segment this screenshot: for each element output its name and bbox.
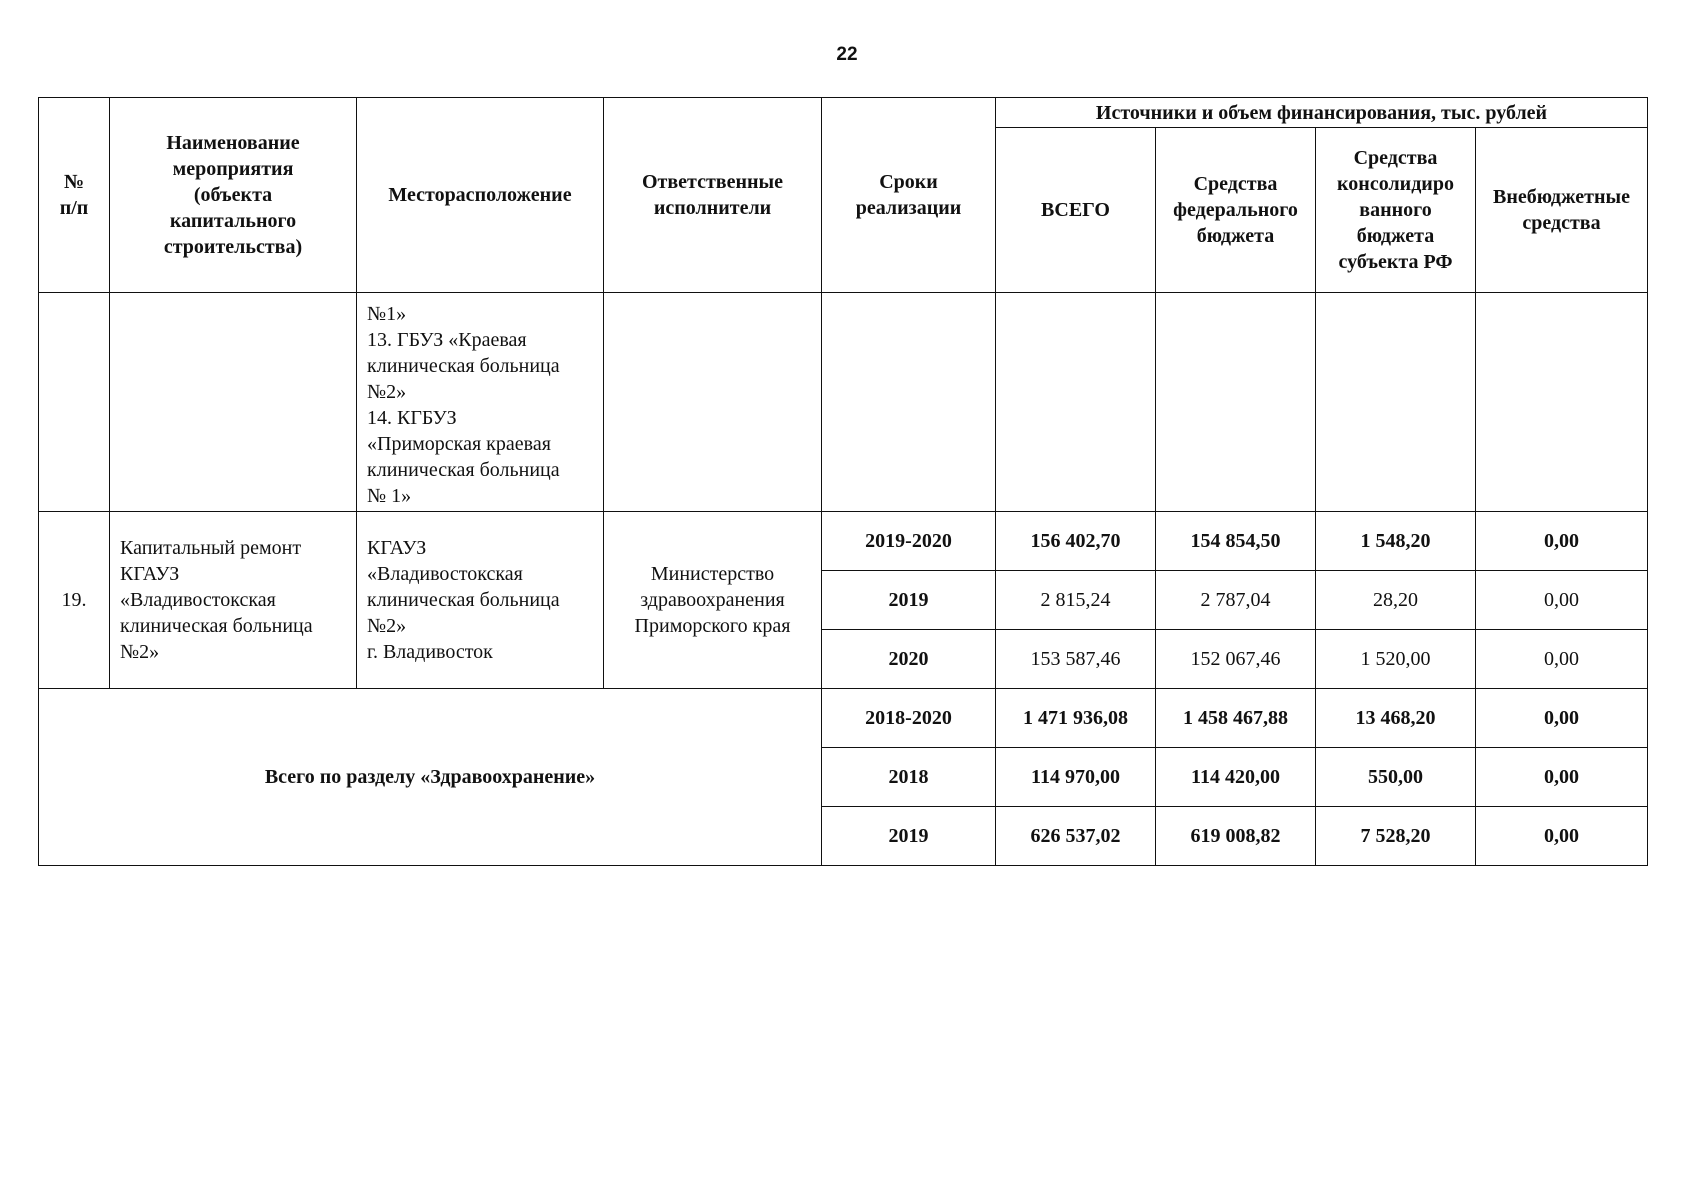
total-cell: 114 970,00	[996, 748, 1156, 807]
extra-cell: 0,00	[1476, 571, 1648, 630]
period-cell: 2019-2020	[822, 512, 996, 571]
total-cell: 156 402,70	[996, 512, 1156, 571]
item-responsible: Министерство здравоохранения Приморского края	[604, 512, 822, 689]
total-row	[39, 689, 1648, 748]
period-cell: 2018-2020	[822, 689, 996, 748]
extra-cell: 0,00	[1476, 748, 1648, 807]
regional-cell: 28,20	[1316, 571, 1476, 630]
table-row	[39, 512, 1648, 571]
period-cell: 2018	[822, 748, 996, 807]
header-total: ВСЕГО	[996, 128, 1156, 293]
header-row-1	[39, 98, 1648, 128]
federal-cell: 114 420,00	[1156, 748, 1316, 807]
extra-cell: 0,00	[1476, 630, 1648, 689]
header-name: Наименование мероприятия (объекта капитального строительства)	[110, 98, 357, 293]
header-number: № п/п	[39, 98, 110, 293]
total-cell: 1 471 936,08	[996, 689, 1156, 748]
federal-cell: 1 458 467,88	[1156, 689, 1316, 748]
header-funding-group: Источники и объем финансирования, тыс. рублей	[996, 98, 1648, 128]
item-name: Капитальный ремонт КГАУЗ «Владивостокская клиническая больница №2»	[110, 512, 357, 689]
regional-cell: 550,00	[1316, 748, 1476, 807]
header-responsible: Ответственные исполнители	[604, 98, 822, 293]
financing-table	[38, 97, 1648, 866]
extra-cell: 0,00	[1476, 689, 1648, 748]
continuation-row	[39, 293, 1648, 512]
item-number: 19.	[39, 512, 110, 689]
regional-cell: 1 520,00	[1316, 630, 1476, 689]
federal-cell: 619 008,82	[1156, 807, 1316, 866]
total-cell: 626 537,02	[996, 807, 1156, 866]
period-cell: 2019	[822, 807, 996, 866]
period-cell: 2019	[822, 571, 996, 630]
header-location: Месторасположение	[357, 98, 604, 293]
period-cell: 2020	[822, 630, 996, 689]
federal-cell: 152 067,46	[1156, 630, 1316, 689]
page-number: 22	[836, 44, 858, 65]
federal-cell: 154 854,50	[1156, 512, 1316, 571]
total-cell: 153 587,46	[996, 630, 1156, 689]
header-extrabudget: Внебюджетные средства	[1476, 128, 1648, 293]
extra-cell: 0,00	[1476, 807, 1648, 866]
regional-cell: 7 528,20	[1316, 807, 1476, 866]
header-terms: Сроки реализации	[822, 98, 996, 293]
regional-cell: 13 468,20	[1316, 689, 1476, 748]
header-federal: Средства федерального бюджета	[1156, 128, 1316, 293]
regional-cell: 1 548,20	[1316, 512, 1476, 571]
section-total-label: Всего по разделу «Здравоохранение»	[39, 689, 822, 866]
header-regional: Средства консолидиро ванного бюджета субъекта РФ	[1316, 128, 1476, 293]
total-cell: 2 815,24	[996, 571, 1156, 630]
federal-cell: 2 787,04	[1156, 571, 1316, 630]
continuation-location: №1» 13. ГБУЗ «Краевая клиническая больница №2» 14. КГБУЗ «Приморская краевая клиническая больница № 1»	[357, 293, 604, 512]
item-location: КГАУЗ «Владивостокская клиническая больница №2» г. Владивосток	[357, 512, 604, 689]
extra-cell: 0,00	[1476, 512, 1648, 571]
